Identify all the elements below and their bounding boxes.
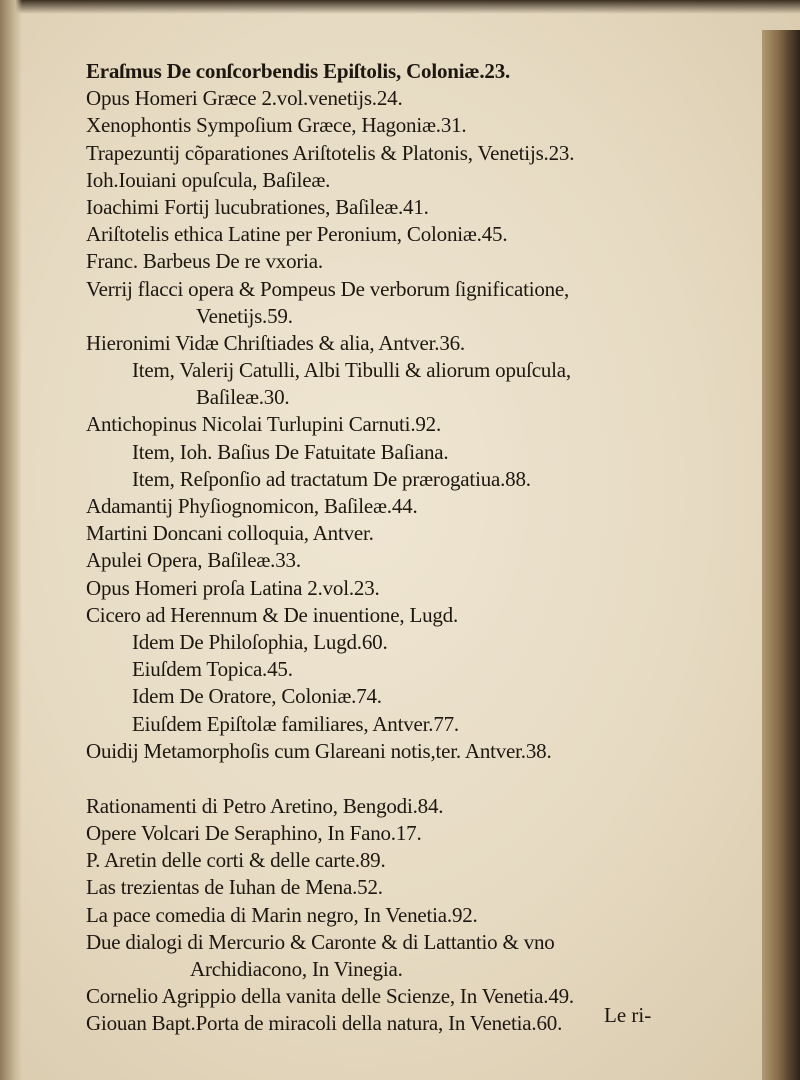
catalog-line-item: Eiuſdem Epiſtolæ familiares, Antver.77. [132, 711, 459, 736]
catalog-line: Opus Homeri proſa Latina 2.vol.23. [86, 575, 380, 600]
catalog-line-item: Item, Reſponſio ad tractatum De prærogatiua.88. [132, 466, 531, 491]
catalog-line: Opere Volcari De Seraphino, In Fano.17. [86, 821, 422, 846]
catalog-line: Cicero ad Herennum & De inuentione, Lugd. [86, 602, 459, 627]
catalog-line: Eraſmus De conſcorbendis Epiſtolis, Coloniæ.23. [86, 59, 511, 83]
catalog-line-item: Item, Ioh. Baſius De Fatuitate Baſiana. [132, 439, 449, 464]
catalog-line: Trapezuntij cõparationes Ariſtotelis & Platonis, Venetijs.23. [86, 140, 575, 165]
catalog-line: Antichopinus Nicolai Turlupini Carnuti.92. [86, 412, 442, 437]
catalog-line: Franc. Barbeus De re vxoria. [86, 249, 323, 274]
catalog-line-continuation: Venetijs.59. [196, 303, 293, 328]
catalog-line: Ouidij Metamorphoſis cum Glareani notis,ter. Antver.38. [86, 738, 552, 763]
catalog-text [86, 58, 686, 1038]
catalog-line: Apulei Opera, Baſileæ.33. [86, 548, 301, 573]
catalog-line: Martini Doncani colloquia, Antver. [86, 521, 374, 546]
catalog-line: Due dialogi di Mercurio & Caronte & di Lattantio & vno [86, 929, 555, 954]
catalog-line: Verrij flacci opera & Pompeus De verborum ſignificatione, [86, 276, 570, 301]
catalog-line: Adamantij Phyſiognomicon, Baſileæ.44. [86, 494, 418, 518]
catalog-line-item: Eiuſdem Topica.45. [132, 657, 293, 682]
catalog-line: Las trezientas de Iuhan de Mena.52. [86, 875, 383, 900]
catalog-line: La pace comedia di Marin negro, In Venetia.92. [86, 902, 478, 927]
catalog-line: Xenophontis Sympoſium Græce, Hagoniæ.31. [86, 113, 467, 138]
catalog-line-continuation: Baſileæ.30. [196, 385, 290, 410]
page-edge-stack [762, 30, 800, 1080]
catalog-line: Cornelio Agrippio della vanita delle Scienze, In Venetia.49. [86, 984, 574, 1009]
page-gutter [0, 0, 22, 1080]
catalog-line-item: Item, Valerij Catulli, Albi Tibulli & aliorum opuſcula, [132, 358, 571, 383]
catalog-line-continuation: Archidiacono, In Vinegia. [190, 957, 403, 981]
catalog-line: Rationamenti di Petro Aretino, Bengodi.84. [86, 793, 444, 818]
catalog-line: Hieronimi Vidæ Chriſtiades & alia, Antver.36. [86, 330, 465, 355]
section-gap [86, 765, 686, 793]
catalog-line: Ioachimi Fortij lucubrationes, Baſileæ.41. [86, 194, 429, 219]
catalog-line-item: Idem De Philoſophia, Lugd.60. [132, 629, 388, 654]
catalog-line: Ioh.Iouiani opuſcula, Baſileæ. [86, 167, 331, 192]
catchword: Le ri- [604, 1003, 652, 1027]
catalog-line: Opus Homeri Græce 2.vol.venetijs.24. [86, 86, 403, 111]
catalog-line: Ariſtotelis ethica Latine per Peronium, Coloniæ.45. [86, 222, 508, 247]
catalog-line: P. Aretin delle corti & delle carte.89. [86, 848, 386, 873]
catalog-line: Giouan Bapt.Porta de miracoli della natura, In Venetia.60. [86, 1011, 563, 1036]
catalog-line-item: Idem De Oratore, Coloniæ.74. [132, 684, 382, 709]
page-top-shadow [0, 0, 800, 14]
